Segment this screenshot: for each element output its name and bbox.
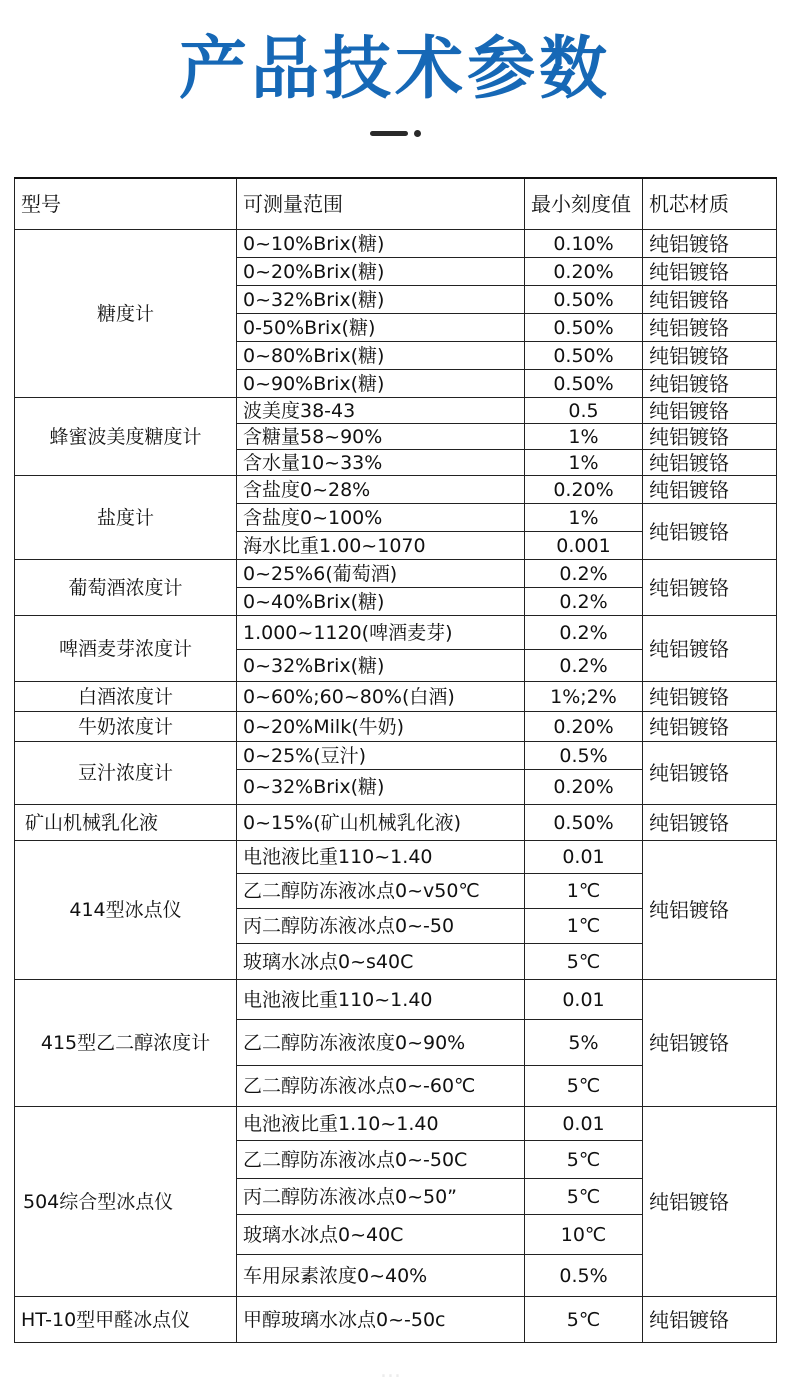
material-cell: 纯铝镀铬 (643, 370, 777, 398)
material-cell: 纯铝镀铬 (643, 805, 777, 841)
scale-cell: 5℃ (525, 1141, 643, 1179)
model-cell: 415型乙二醇浓度计 (15, 980, 237, 1107)
scale-cell: 0.2% (525, 650, 643, 682)
range-cell: 乙二醇防冻液冰点0~-50C (237, 1141, 525, 1179)
material-cell: 纯铝镀铬 (643, 1107, 777, 1297)
material-cell: 纯铝镀铬 (643, 616, 777, 682)
range-cell: 丙二醇防冻液冰点0~50” (237, 1179, 525, 1215)
header-row (15, 178, 777, 230)
watermark: ... (380, 1358, 401, 1383)
model-cell: 414型冰点仪 (15, 841, 237, 980)
range-cell: 0~10%Brix(糖) (237, 230, 525, 258)
model-cell: 葡萄酒浓度计 (15, 560, 237, 616)
scale-cell: 0.50% (525, 805, 643, 841)
range-cell: 0~60%;60~80%(白酒) (237, 682, 525, 712)
spec-table (14, 177, 777, 1343)
scale-cell: 0.50% (525, 342, 643, 370)
scale-cell: 1℃ (525, 874, 643, 909)
table-row (15, 805, 777, 841)
scale-cell: 10℃ (525, 1215, 643, 1255)
table-row (15, 742, 777, 770)
scale-cell: 0.5% (525, 1255, 643, 1297)
scale-cell: 0.001 (525, 532, 643, 560)
scale-cell: 0.50% (525, 314, 643, 342)
range-cell: 海水比重1.00~1070 (237, 532, 525, 560)
table-row (15, 1107, 777, 1141)
range-cell: 0~20%Milk(牛奶) (237, 712, 525, 742)
range-cell: 车用尿素浓度0~40% (237, 1255, 525, 1297)
material-cell: 纯铝镀铬 (643, 398, 777, 424)
range-cell: 0~32%Brix(糖) (237, 770, 525, 805)
material-cell: 纯铝镀铬 (643, 841, 777, 980)
material-cell: 纯铝镀铬 (643, 742, 777, 805)
scale-cell: 0.01 (525, 841, 643, 874)
range-cell: 0~32%Brix(糖) (237, 286, 525, 314)
range-cell: 0~90%Brix(糖) (237, 370, 525, 398)
scale-cell: 5℃ (525, 1297, 643, 1343)
model-cell: 504综合型冰点仪 (15, 1107, 237, 1297)
range-cell: 含水量10~33% (237, 450, 525, 476)
table-row (15, 841, 777, 874)
model-cell: 矿山机械乳化液 (15, 805, 237, 841)
range-cell: 甲醇玻璃水冰点0~-50c (237, 1297, 525, 1343)
range-cell: 1.000~1120(啤酒麦芽) (237, 616, 525, 650)
scale-cell: 1% (525, 424, 643, 450)
scale-cell: 0.20% (525, 770, 643, 805)
scale-cell: 0.50% (525, 286, 643, 314)
scale-cell: 5℃ (525, 944, 643, 980)
title-divider (370, 131, 408, 136)
model-cell: 啤酒麦芽浓度计 (15, 616, 237, 682)
range-cell: 0~32%Brix(糖) (237, 650, 525, 682)
material-cell: 纯铝镀铬 (643, 1297, 777, 1343)
range-cell: 含盐度0~100% (237, 504, 525, 532)
scale-cell: 0.2% (525, 616, 643, 650)
material-cell: 纯铝镀铬 (643, 342, 777, 370)
material-cell: 纯铝镀铬 (643, 424, 777, 450)
model-cell: 糖度计 (15, 230, 237, 398)
material-cell: 纯铝镀铬 (643, 504, 777, 560)
table-row (15, 980, 777, 1020)
material-cell: 纯铝镀铬 (643, 980, 777, 1107)
header-material: 机芯材质 (643, 178, 777, 230)
range-cell: 玻璃水冰点0~40C (237, 1215, 525, 1255)
range-cell: 0~80%Brix(糖) (237, 342, 525, 370)
range-cell: 玻璃水冰点0~s40C (237, 944, 525, 980)
range-cell: 乙二醇防冻液浓度0~90% (237, 1020, 525, 1066)
table-row (15, 682, 777, 712)
range-cell: 0~25%6(葡萄酒) (237, 560, 525, 588)
scale-cell: 0.10% (525, 230, 643, 258)
range-cell: 0~40%Brix(糖) (237, 588, 525, 616)
header-scale: 最小刻度值 (525, 178, 643, 230)
scale-cell: 0.20% (525, 712, 643, 742)
table-row (15, 560, 777, 588)
material-cell: 纯铝镀铬 (643, 712, 777, 742)
range-cell: 含糖量58~90% (237, 424, 525, 450)
scale-cell: 0.2% (525, 560, 643, 588)
model-cell: 豆汁浓度计 (15, 742, 237, 805)
model-cell: 白酒浓度计 (15, 682, 237, 712)
material-cell: 纯铝镀铬 (643, 286, 777, 314)
scale-cell: 1%;2% (525, 682, 643, 712)
header-range: 可测量范围 (237, 178, 525, 230)
scale-cell: 5% (525, 1020, 643, 1066)
title-divider-dot (414, 130, 421, 137)
scale-cell: 0.5 (525, 398, 643, 424)
range-cell: 0~15%(矿山机械乳化液) (237, 805, 525, 841)
material-cell: 纯铝镀铬 (643, 450, 777, 476)
scale-cell: 0.20% (525, 476, 643, 504)
range-cell: 波美度38-43 (237, 398, 525, 424)
range-cell: 乙二醇防冻液冰点0~-60℃ (237, 1066, 525, 1107)
model-cell: 蜂蜜波美度糖度计 (15, 398, 237, 476)
range-cell: 含盐度0~28% (237, 476, 525, 504)
table-row (15, 1297, 777, 1343)
scale-cell: 0.20% (525, 258, 643, 286)
table-row (15, 476, 777, 504)
scale-cell: 1% (525, 504, 643, 532)
scale-cell: 5℃ (525, 1066, 643, 1107)
scale-cell: 0.50% (525, 370, 643, 398)
material-cell: 纯铝镀铬 (643, 258, 777, 286)
page-title: 产品技术参数 (178, 30, 611, 109)
model-cell: HT-10型甲醛冰点仪 (15, 1297, 237, 1343)
model-cell: 盐度计 (15, 476, 237, 560)
table-row (15, 616, 777, 650)
scale-cell: 5℃ (525, 1179, 643, 1215)
table-row (15, 230, 777, 258)
range-cell: 0-50%Brix(糖) (237, 314, 525, 342)
scale-cell: 1% (525, 450, 643, 476)
scale-cell: 1℃ (525, 909, 643, 944)
material-cell: 纯铝镀铬 (643, 682, 777, 712)
header-model: 型号 (15, 178, 237, 230)
material-cell: 纯铝镀铬 (643, 476, 777, 504)
material-cell: 纯铝镀铬 (643, 230, 777, 258)
scale-cell: 0.01 (525, 980, 643, 1020)
table-row (15, 712, 777, 742)
range-cell: 0~25%(豆汁) (237, 742, 525, 770)
range-cell: 电池液比重110~1.40 (237, 980, 525, 1020)
range-cell: 乙二醇防冻液冰点0~v50℃ (237, 874, 525, 909)
table-row (15, 398, 777, 424)
scale-cell: 0.5% (525, 742, 643, 770)
range-cell: 电池液比重110~1.40 (237, 841, 525, 874)
material-cell: 纯铝镀铬 (643, 314, 777, 342)
range-cell: 电池液比重1.10~1.40 (237, 1107, 525, 1141)
scale-cell: 0.01 (525, 1107, 643, 1141)
scale-cell: 0.2% (525, 588, 643, 616)
model-cell: 牛奶浓度计 (15, 712, 237, 742)
material-cell: 纯铝镀铬 (643, 560, 777, 616)
range-cell: 丙二醇防冻液冰点0~-50 (237, 909, 525, 944)
range-cell: 0~20%Brix(糖) (237, 258, 525, 286)
